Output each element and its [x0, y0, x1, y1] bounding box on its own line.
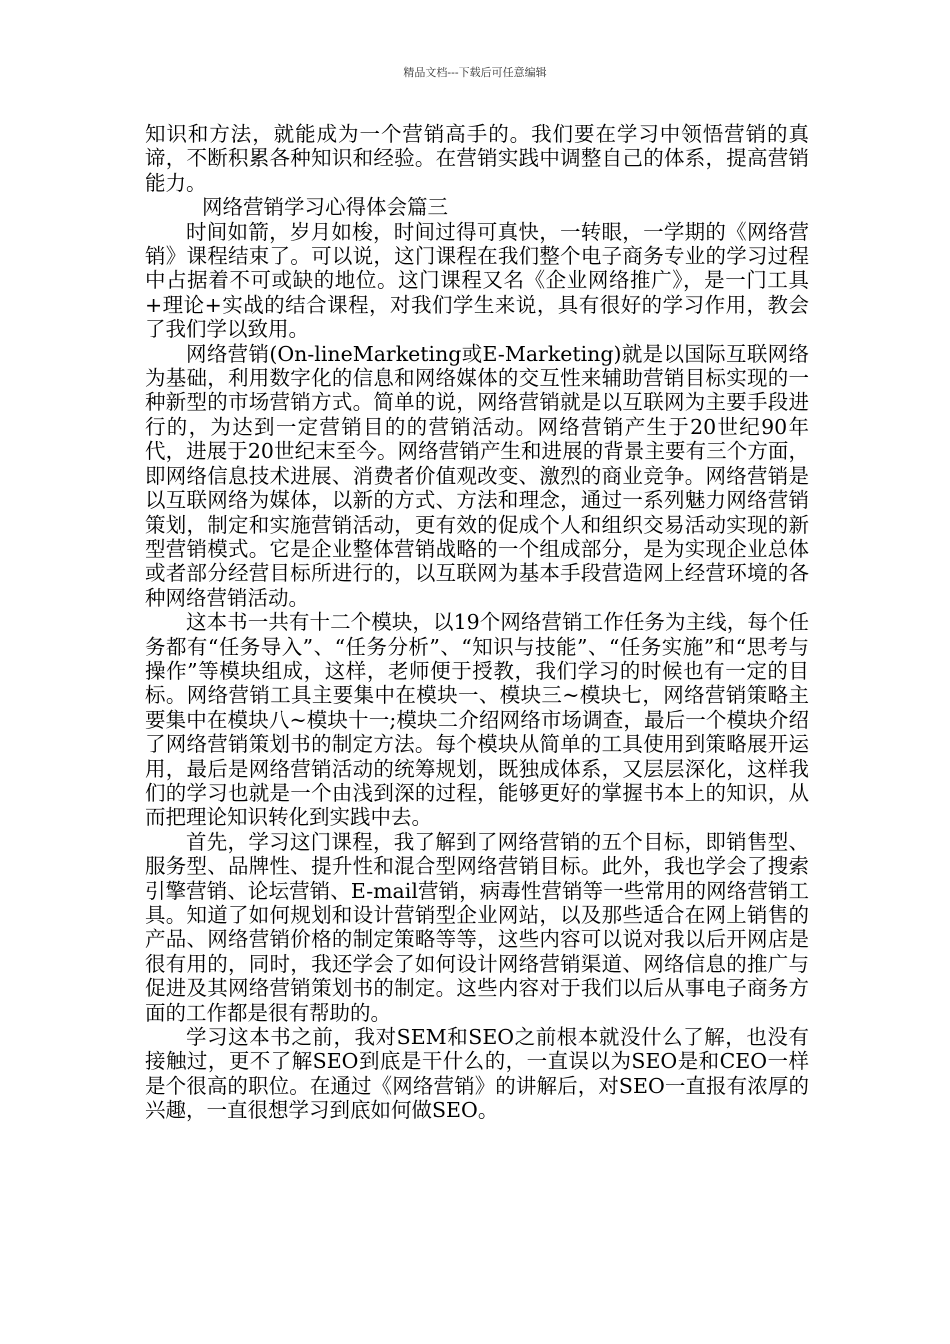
section-heading: 网络营销学习心得体会篇三 — [202, 195, 448, 220]
document-body — [145, 122, 809, 1123]
paragraph-continuation: 知识和方法，就能成为一个营销高手的。我们要在学习中领悟营销的真谛，不断积累各种知识和经验。在营销实践中调整自己的体系，提高营销能力。 — [145, 122, 809, 195]
paragraph: 首先，学习这门课程，我了解到了网络营销的五个目标，即销售型、服务型、品牌性、提升性和混合型网络营销目标。此外，我也学会了搜索引擎营销、论坛营销、E-mail营销，病毒性营销等一些常用的网络营销工具。知道了如何规划和设计营销型企业网站，以及那些适合在网上销售的产品、网络营销价格的制定策略等等，这些内容可以说对我以后开网店是很有用的，同时，我还学会了如何设计网络营销渠道、网络信息的推广与促进及其网络营销策划书的制定。这些内容对于我们以后从事电子商务方面的工作都是很有帮助的。 — [145, 829, 809, 1025]
paragraph: 学习这本书之前，我对SEM和SEO之前根本就没什么了解，也没有接触过，更不了解SEO到底是干什么的，一直误以为SEO是和CEO一样是个很高的职位。在通过《网络营销》的讲解后，对SEO一直报有浓厚的兴趣，一直很想学习到底如何做SEO。 — [145, 1025, 809, 1123]
paragraph: 这本书一共有十二个模块，以19个网络营销工作任务为主线，每个任务都有“任务导入”、“任务分析”、“知识与技能”、“任务实施”和“思考与操作”等模块组成，这样，老师便于授教，我们学习的时候也有一定的目标。网络营销工具主要集中在模块一、模块三~模块七，网络营销策略主要集中在模块八~模块十一;模块二介绍网络市场调查，最后一个模块介绍了网络营销策划书的制定方法。每个模块从简单的工具使用到策略展开运用，最后是网络营销活动的统筹规划，既独成体系，又层层深化，这样我们的学习也就是一个由浅到深的过程，能够更好的掌握书本上的知识，从而把理论知识转化到实践中去。 — [145, 610, 809, 830]
paragraph: 时间如箭，岁月如梭，时间过得可真快，一转眼，一学期的《网络营销》课程结束了。可以说，这门课程在我们整个电子商务专业的学习过程中占据着不可或缺的地位。这门课程又名《企业网络推广》，是一门工具+理论+实战的结合课程，对我们学生来说，具有很好的学习作用，教会了我们学以致用。 — [145, 219, 809, 342]
paragraph: 网络营销(On-lineMarketing或E-Marketing)就是以国际互联网络为基础，利用数字化的信息和网络媒体的交互性来辅助营销目标实现的一种新型的市场营销方式。简单的说，网络营销就是以互联网为主要手段进行的，为达到一定营销目的的营销活动。网络营销产生于20世纪90年代，进展于20世纪末至今。网络营销产生和进展的背景主要有三个方面，即网络信息技术进展、消费者价值观改变、激烈的商业竞争。网络营销是以互联网络为媒体，以新的方式、方法和理念，通过一系列魅力网络营销策划，制定和实施营销活动，更有效的促成个人和组织交易活动实现的新型营销模式。它是企业整体营销战略的一个组成部分，是为实现企业总体或者部分经营目标所进行的，以互联网为基本手段营造网上经营环境的各种网络营销活动。 — [145, 341, 809, 610]
page-header-note: 精品文档---下载后可任意编辑 — [403, 66, 547, 79]
